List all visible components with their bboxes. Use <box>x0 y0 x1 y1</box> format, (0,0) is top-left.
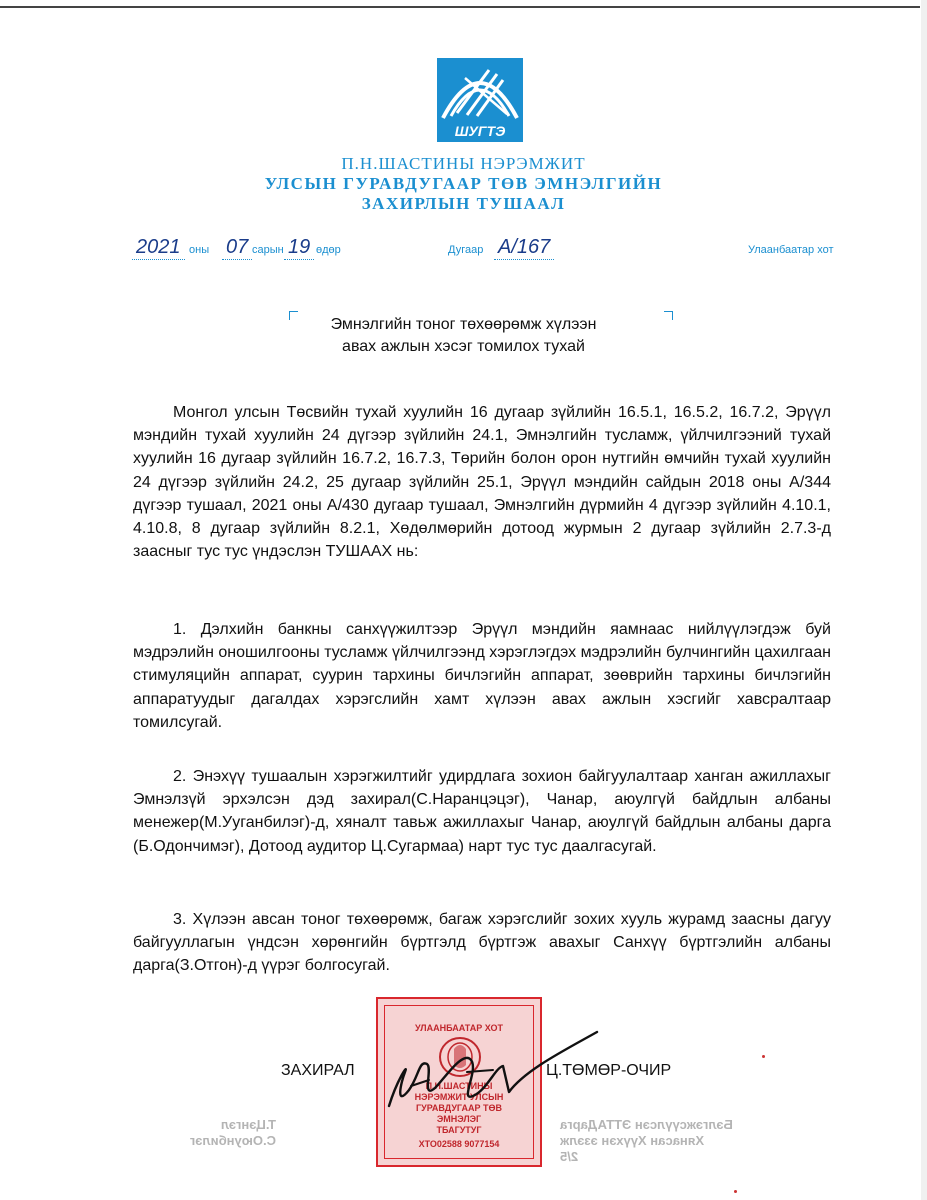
order-item-3: 3. Хүлээн авсан тоног төхөөрөмж, багаж хэрэгслийг зохих хууль журамд заасны дагуу байгууллагын үндсэн хөрөнгийн бүртгэлд бүртгэж авахыг Санхүү бүртгэлийн албаны дарга(З.Отгон)-д үүрэг болгосугай. <box>133 911 831 975</box>
document-type-title: ЗАХИРЛЫН ТУШААЛ <box>361 194 566 213</box>
date-month: 07 <box>222 236 252 260</box>
preamble-paragraph: Монгол улсын Төсвийн тухай хуулийн 16 дугаар зүйлийн 16.5.1, 16.5.2, 16.7.2, Эрүүл мэндийн тухай хуулийн 24 дүгээр зүйлийн 24.1, Эмнэлгийн тусламж, үйлчилгээний тухай хуулийн 16 дугаар зүйлийн 16.7.2, 16.7.3, Төрийн болон орон нутгийн өмчийн тухай хуулийн 24 дүгээр зүйлийн 24.2, 25 дугаар зүйлийн 25.1, Эрүүл мэндийн сайдын 2018 оны А/344 дүгээр тушаал, 2021 оны А/430 дугаар тушаал, Эмнэлгийн дүрмийн 4 дүгээр зүйлийн 4.10.1, 4.10.8, 8 дугаар зүйлийн 8.2.1, Хөдөлмөрийн дотоод журмын 2 дугаар зүйлийн 2.7.3-д заасныг тус тус үндэслэн ТУШААХ нь: <box>133 404 831 561</box>
subject-line-1: Эмнэлгийн тоног төхөөрөмж хүлээн <box>330 316 597 333</box>
stamp-line: ТБАГУТУГ <box>436 1125 482 1135</box>
subject-line-2: авах ажлын хэсэг томилох тухай <box>342 338 585 355</box>
signatory-title: ЗАХИРАЛ <box>281 1062 355 1079</box>
stamp-line: ЭМНЭЛЭГ <box>436 1114 482 1124</box>
header-line-1: П.Н.ШАСТИНЫ НЭРЭМЖИТ <box>341 154 586 173</box>
bleed-line: Бэлгэжсүүлсэн ЭТТАДарга <box>560 1117 733 1132</box>
order-item-1: 1. Дэлхийн банкны санхүүжилтээр Эрүүл мэндийн яамнаас нийлүүлэгдэж буй мэдрэлийн оношилгооны тусламж үйлчилгээнд хэрэглэгдэх мэдрэлийн булчингийн цахилгаан стимуляцийн аппарат, суурин тархины бичлэгийн аппарат, зөөврийн тархины бичлэгийн аппаратуудыг дагалдах хэрэгслийн хамт хүлээн авах ажлын хэсгийг хавсралтаар томилсугай. <box>133 621 831 731</box>
stamp-line: П.Н.ШАСТИНЫ <box>425 1081 493 1091</box>
day-label: өдөр <box>316 244 341 256</box>
order-item-2: 2. Энэхүү тушаалын хэрэгжилтийг удирдлага зохион байгуулалтаар ханган ажиллахыг Эмнэлзүй эрхэлсэн дэд захирал(С.Наранцэцэг), Чанар, аюулгүй байдлын албаны менежер(М.Ууганбилэг)-д, хяналт тавьж ажиллахыг Чанар, аюулгүй байдлын албаны дарга (Б.Одончимэг), Дотоод аудитор Ц.Сугармаа) нарт тус тус даалгасугай. <box>133 768 831 855</box>
month-label: сарын <box>252 244 284 256</box>
bleed-line: Хянасан Хүүхэн эзэлж <box>560 1133 705 1148</box>
bleed-through-left <box>180 1117 276 1149</box>
signatory-name: Ц.ТӨМӨР-ОЧИР <box>546 1062 672 1079</box>
date-day: 19 <box>284 236 314 260</box>
scan-speck <box>734 1190 737 1193</box>
stamp-city: УЛААНБААТАР ХОТ <box>415 1023 503 1033</box>
bleed-line: Т.Цэнгэл <box>220 1117 276 1132</box>
order-number: А/167 <box>494 236 554 260</box>
year-label: оны <box>189 244 210 256</box>
stamp-line: ГУРАВДУГААР ТӨВ <box>416 1103 502 1113</box>
bleed-line: 2/5 <box>560 1149 579 1164</box>
scan-border-line <box>0 6 920 8</box>
bleed-line: С.Оюунбилэг <box>189 1133 276 1148</box>
stamp-registry-number: ХТО02588 9077154 <box>418 1139 500 1149</box>
stamp-line: НЭРЭМЖИТ УЛСЫН <box>414 1092 504 1102</box>
logo-text: ШУГТЭ <box>454 123 506 139</box>
header-line-2: УЛСЫН ГУРАВДУГААР ТӨВ ЭМНЭЛГИЙН <box>264 174 663 193</box>
number-label: Дугаар <box>448 244 484 256</box>
bleed-through-right <box>560 1117 790 1165</box>
date-year: 2021 <box>132 236 185 260</box>
scan-speck <box>762 1055 765 1058</box>
hospital-logo-icon <box>437 58 523 142</box>
city-label: Улаанбаатар хот <box>748 244 834 256</box>
